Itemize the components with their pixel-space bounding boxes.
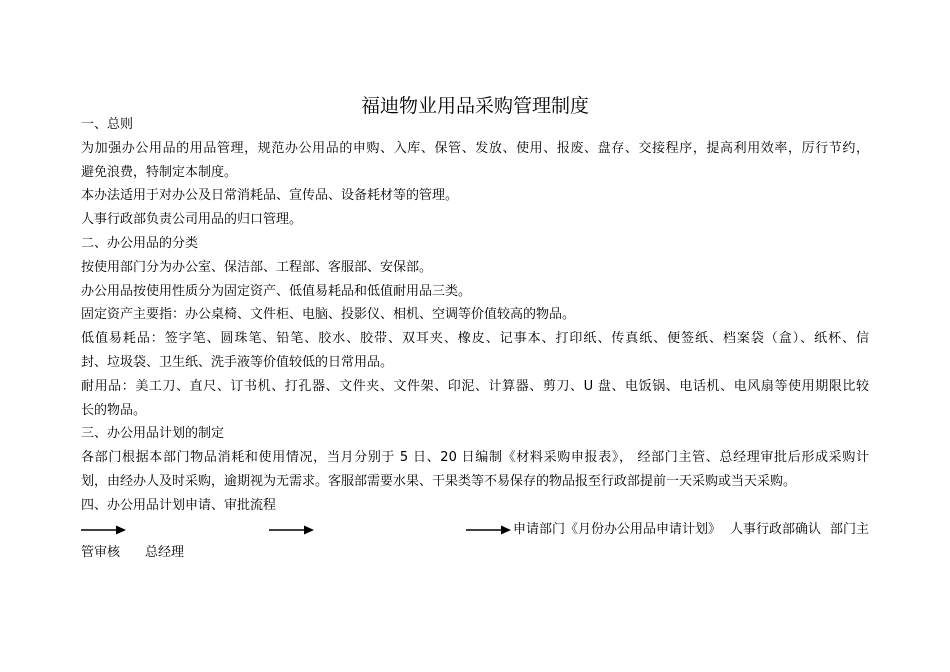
flow-step-general-manager: 总经理 (145, 545, 185, 561)
paragraph-line: 人事行政部负责公司用品的归口管理。 (81, 212, 303, 228)
flow-step-dept-review-part1: 部门主 (829, 521, 869, 537)
paragraph-line: 本办法适用于对办公及日常消耗品、宣传品、设备耗材等的管理。 (81, 188, 459, 204)
section-heading: 三、办公用品计划的制定 (81, 426, 225, 442)
document-body (81, 113, 869, 565)
page-title: 福迪物业用品采购管理制度 (360, 95, 589, 117)
paragraph-line: 耐用品：美工刀、直尺、订书机、打孔器、文件夹、文件架、印泥、计算器、剪刀、U 盘、电饭锅、电话机、电风扇等使用期限比较 (81, 378, 869, 394)
paragraph-line: 封、垃圾袋、卫生纸、洗手液等价值较低的日常用品。 (81, 354, 394, 370)
paragraph-line: 长的物品。 (81, 402, 147, 418)
paragraph-line: 为加强办公用品的用品管理，规范办公用品的申购、入库、保管、发放、使用、报废、盘存、交接程序，提高利用效率，厉行节约， (81, 140, 869, 156)
paragraph-line: 划，由经办人及时采购，逾期视为无需求。客服部需要水果、干果类等不易保存的物品报至行政部提前一天采购或当天采购。 (81, 473, 797, 489)
arrow-right-icon (81, 524, 127, 536)
arrow-right-icon (466, 524, 512, 536)
approval-flow (81, 518, 869, 542)
paragraph-line: 避免浪费，特制定本制度。 (81, 164, 238, 180)
paragraph-line: 低值易耗品：签字笔、圆珠笔、铅笔、胶水、胶带、双耳夹、橡皮、记事本、打印纸、传真纸、便签纸、档案袋（盒）、纸杯、信 (81, 331, 869, 347)
section-heading: 二、办公用品的分类 (81, 235, 199, 251)
paragraph-line: 各部门根据本部门物品消耗和使用情况，当月分别于 5 日、20 日编制《材料采购申报表》， 经部门主管、总经理审批后形成采购计 (81, 450, 869, 466)
section-heading: 一、总则 (81, 117, 134, 132)
paragraph-line: 按使用部门分为办公室、保洁部、工程部、客服部、安保部。 (81, 259, 433, 275)
arrow-right-icon (269, 524, 315, 536)
flow-steps (513, 518, 869, 542)
paragraph-line: 固定资产主要指：办公桌椅、文件柜、电脑、投影仪、相机、空调等价值较高的物品。 (81, 307, 576, 323)
flow-step-hr-confirm: 人事行政部确认 (729, 521, 821, 537)
paragraph-line: 办公用品按使用性质分为固定资产、低值易耗品和低值耐用品三类。 (81, 283, 472, 299)
section-heading: 四、办公用品计划申请、审批流程 (81, 497, 277, 513)
approval-flow-continued (81, 541, 869, 565)
flow-step-dept-review-part2: 管审核 (81, 545, 121, 561)
flow-step-apply: 申请部门《月份办公用品申请计划》 (513, 521, 722, 537)
